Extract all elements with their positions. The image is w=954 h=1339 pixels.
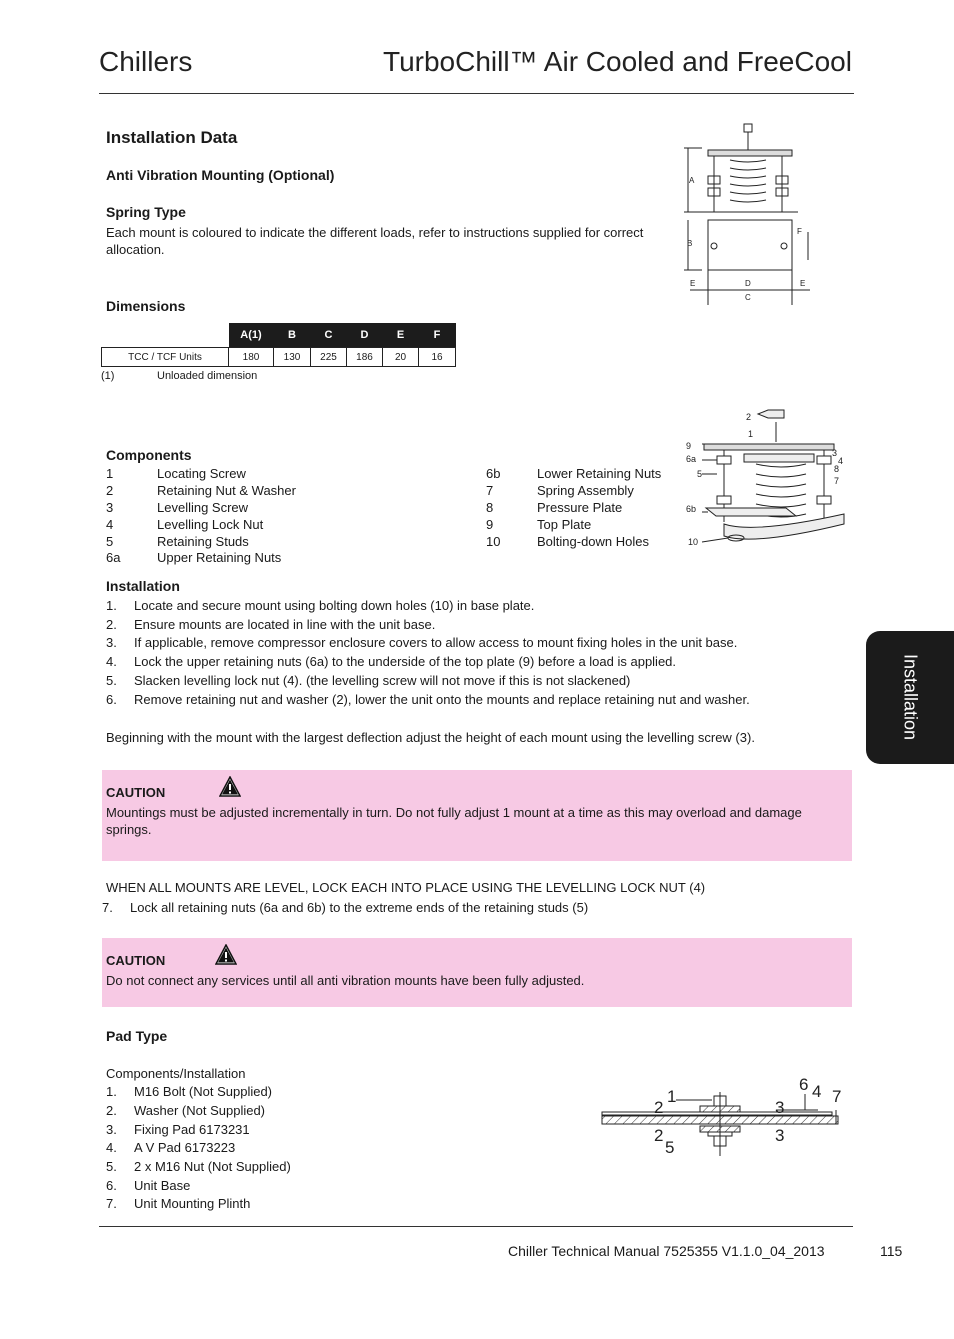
dim-label-b: B: [687, 239, 693, 248]
table-cell: 186: [347, 348, 383, 367]
dim-label-c: C: [745, 293, 751, 302]
mount-components-diagram: [684, 404, 850, 556]
header-divider: [99, 93, 854, 94]
table-row: [102, 348, 456, 367]
table-header-row: [102, 323, 456, 348]
mount-label: 5: [697, 469, 703, 479]
table-header: E: [383, 323, 419, 348]
mount-label: 3: [832, 448, 838, 458]
mount-label: 8: [834, 464, 840, 474]
table-cell: 180: [229, 348, 274, 367]
level-note: WHEN ALL MOUNTS ARE LEVEL, LOCK EACH INTO PLACE USING THE LEVELLING LOCK NUT (4): [106, 880, 706, 895]
table-cell: 130: [274, 348, 311, 367]
section-title: Installation Data: [106, 128, 238, 147]
caution-title: CAUTION: [106, 785, 166, 800]
header-right-title: TurboChill™ Air Cooled and FreeCool: [383, 46, 852, 77]
header-left-title: Chillers: [99, 46, 193, 77]
mount-label: 1: [748, 429, 754, 439]
pad-label: 3: [775, 1126, 785, 1145]
footnote-text: Unloaded dimension: [157, 370, 258, 382]
dim-label-e-right: E: [800, 279, 806, 288]
warning-icon: [219, 776, 241, 797]
avm-title: Anti Vibration Mounting (Optional): [106, 167, 335, 183]
mount-label: 7: [834, 476, 840, 486]
footnote-mark: (1): [101, 370, 115, 382]
mount-label: 10: [688, 537, 699, 547]
dim-label-e-left: E: [690, 279, 696, 288]
table-cell-label: TCC / TCF Units: [102, 348, 229, 367]
dim-label-f: F: [797, 227, 802, 236]
pad-label: 7: [832, 1087, 842, 1106]
caution-text: Do not connect any services until all anti vibration mounts have been fully adjusted.: [106, 973, 585, 988]
pad-label: 6: [799, 1075, 809, 1094]
spring-title: Spring Type: [106, 204, 186, 220]
mount-dimension-diagram: [680, 120, 820, 310]
table-cell: 16: [419, 348, 456, 367]
dim-label-d: D: [745, 279, 751, 288]
dimensions-title: Dimensions: [106, 298, 186, 314]
pad-label: 4: [812, 1082, 822, 1101]
mount-label: 4: [838, 456, 844, 466]
dimensions-table: [101, 323, 456, 367]
table-header: C: [311, 323, 347, 348]
pad-title: Pad Type: [106, 1028, 168, 1044]
pad-label: 3: [775, 1098, 785, 1117]
dim-label-a: A: [689, 176, 695, 185]
footer-text: Chiller Technical Manual 7525355 V1.1.0_04_2013: [508, 1243, 825, 1259]
pad-subtitle: Components/Installation: [106, 1066, 246, 1081]
table-cell: 20: [383, 348, 419, 367]
mount-label: 6b: [686, 504, 697, 514]
table-header: D: [347, 323, 383, 348]
table-header: A(1): [229, 323, 274, 348]
pad-label: 1: [667, 1087, 677, 1106]
warning-icon: [215, 944, 237, 965]
pad-label: 2: [654, 1126, 664, 1145]
table-header: B: [274, 323, 311, 348]
caution-text: Mountings must be adjusted incrementally in turn. Do not fully adjust 1 mount at a time as this may overload and damage springs.: [106, 805, 802, 837]
table-cell: 225: [311, 348, 347, 367]
mount-label: 2: [746, 412, 752, 422]
footer-divider: [99, 1226, 853, 1227]
mount-label: 6a: [686, 454, 697, 464]
pad-label: 2: [654, 1098, 664, 1117]
installation-title: Installation: [106, 578, 180, 594]
side-tab-label: Installation: [900, 653, 921, 741]
pad-label: 5: [665, 1138, 675, 1157]
beginning-text: Beginning with the mount with the largest deflection adjust the height of each mount using the levelling screw (3).: [106, 730, 755, 745]
table-header: F: [419, 323, 456, 348]
mount-label: 9: [686, 441, 692, 451]
spring-text: Each mount is coloured to indicate the different loads, refer to instructions supplied for correct allocation.: [106, 225, 644, 257]
pad-diagram: [600, 1070, 850, 1162]
caution-box: [102, 770, 852, 861]
page-number: 115: [880, 1243, 903, 1259]
side-tab[interactable]: [866, 631, 954, 764]
caution-title: CAUTION: [106, 953, 166, 968]
caution-box: [102, 938, 852, 1007]
components-title: Components: [106, 447, 192, 463]
